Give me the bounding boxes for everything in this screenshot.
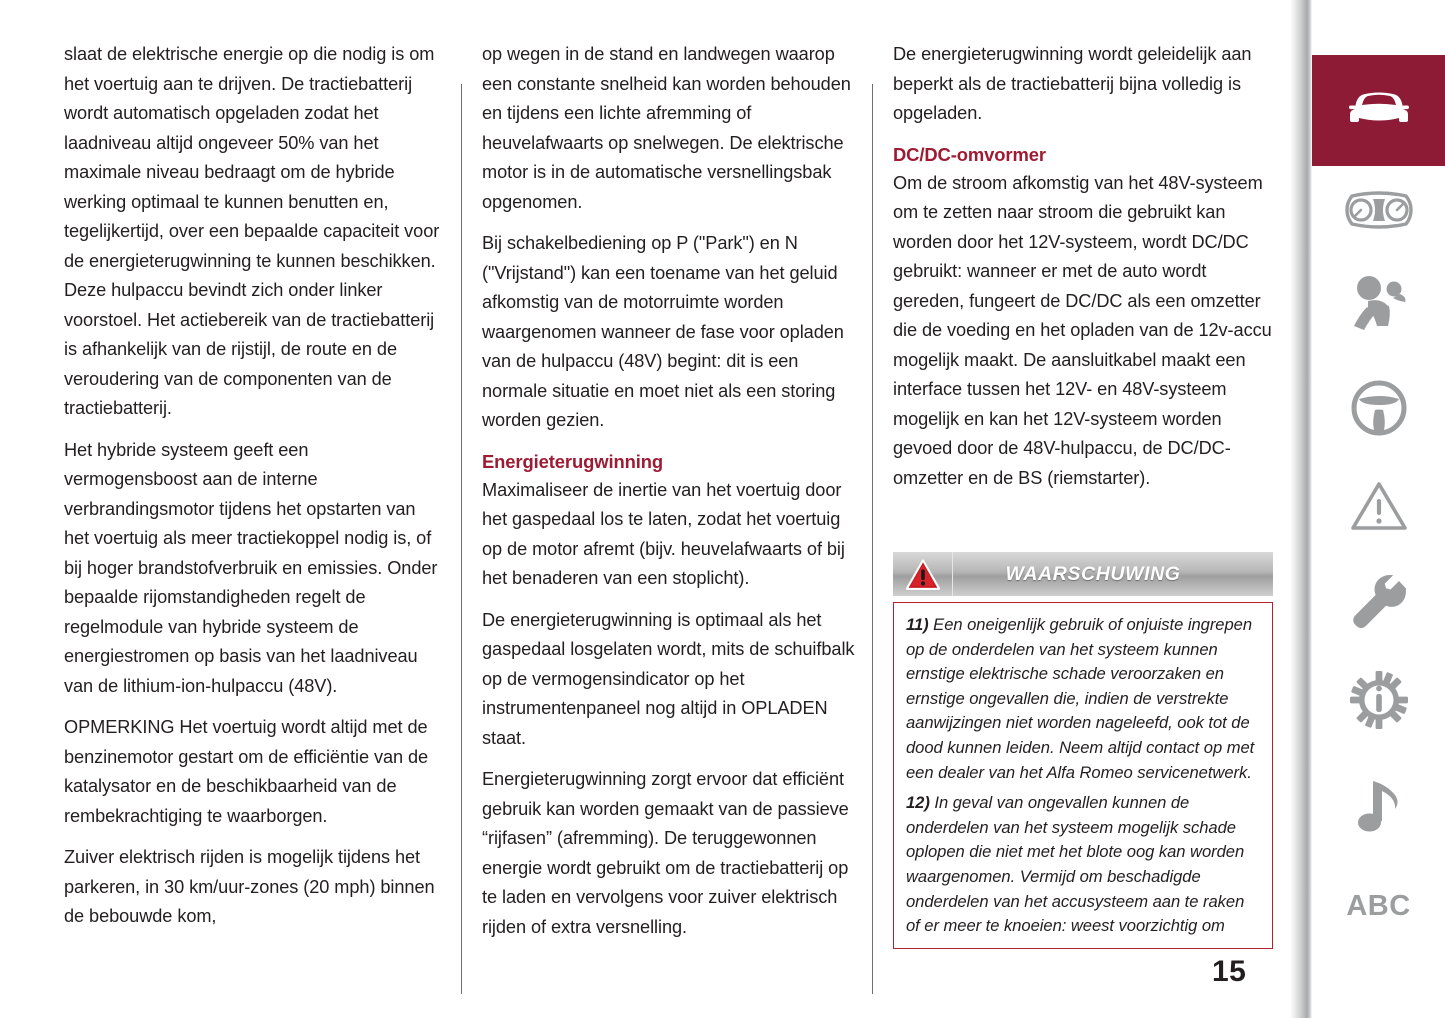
music-note-icon: [1355, 775, 1403, 833]
column-divider-1: [461, 84, 462, 994]
warning-note-number: 12): [906, 793, 930, 813]
sidebar-item-multimedia[interactable]: [1312, 764, 1445, 844]
page-number: 15: [1212, 955, 1247, 988]
warning-note: [906, 613, 1262, 785]
paragraph: Het hybride systeem geeft een vermogensboost aan de interne verbrandingsmotor tijdens het opstarten van het voertuig als meer tractiekoppel nodig is, of bij hoger brandstofverbruik en emissies. Onder bepaalde rijomstandigheden regelt de regelmodule van hybride systeem de energiestromen op basis van het laadniveau van de lithium-ion-hulpaccu (48V).: [64, 439, 438, 696]
warning-note-text: Een oneigenlijk gebruik of onjuiste ingrepen op de onderdelen van het systeem kunnen ernstige elektrische schade veroorzaken en ernstige ongevallen die, indien de verstrekte aanwijzingen niet worden nageleefd, ook tot de dood kunnen leiden. Neem altijd contact op met een dealer van het Alfa Romeo servicenetwerk.: [906, 615, 1255, 782]
paragraph: Energieterugwinning zorgt ervoor dat efficiënt gebruik kan worden gemaakt van de passieve “rijfasen” (afremming). De teruggewonnen energie wordt gebruikt om de tractiebatterij op te laden en vervolgens voor zuiver elektrisch rijden of extra versnelling.: [482, 769, 849, 937]
airbag-safety-icon: [1348, 274, 1410, 334]
warning-note-text: In geval van ongevallen kunnen de onderdelen van het systeem mogelijk schade oplopen die niet met het blote oog kan worden waargenomen. Vermijd om beschadigde onderdelen van het accusysteem aan te raken of er meer te knoeien: weest voorzichtig om: [906, 793, 1245, 936]
abc-index-icon: ABC: [1346, 889, 1411, 922]
paragraph: De energieterugwinning is optimaal als het gaspedaal losgelaten wordt, mits de schuifbalk op de vermogensindicator op het instrumentenpaneel nog altijd in OPLADEN staat.: [482, 609, 855, 748]
paragraph: De energieterugwinning wordt geleidelijk aan beperkt als de tractiebatterij bijna volledig is opgeladen.: [893, 44, 1252, 123]
wrench-icon: [1350, 574, 1408, 630]
gear-info-icon: [1350, 671, 1408, 729]
car-front-icon: [1347, 87, 1411, 134]
warning-note-number: 11): [906, 615, 929, 634]
sidebar-item-safety[interactable]: [1312, 264, 1445, 344]
warning-block: [893, 552, 1273, 949]
sidebar-item-warnings[interactable]: [1312, 466, 1445, 546]
warning-header: [893, 552, 1273, 596]
paragraph: Om de stroom afkomstig van het 48V-systeem om te zetten naar stroom die gebruikt kan worden door het 12V-systeem, wordt DC/DC gebruikt: wanneer er met de auto wordt gereden, fungeert de DC/DC als een omzetter die de voeding en het opladen van de 12v-accu mogelijk maakt. De aansluitkabel maakt een interface tussen het 12V- en 48V-systeem mogelijk en kan het 12V-systeem worden gevoed door de 48V-hulpaccu, de DC/DC-omzetter en de BS (riemstarter).: [893, 172, 1272, 488]
warning-title: WAARSCHUWING: [1005, 562, 1181, 585]
paragraph: OPMERKING Het voertuig wordt altijd met de benzinemotor gestart om de efficiëntie van de katalysator en de beschikbaarheid van de rembekrachtiging te waarborgen.: [64, 717, 429, 826]
text-column-1: [64, 40, 444, 970]
paragraph: slaat de elektrische energie op die nodig is om het voertuig aan te drijven. De tractiebatterij wordt automatisch opgeladen zodat het laadniveau altijd ongeveer 50% van het maximale niveau bedraagt om de hybride werking optimaal te kunnen benutten en, tegelijkertijd, over een bepaalde capaciteit voor de energieterugwinning te kunnen beschikken. Deze hulpaccu bevindt zich onder linker voorstoel. Het actiebereik van de tractiebatterij is afhankelijk van de rijstijl, de route en de veroudering van de componenten van de tractiebatterij.: [64, 44, 440, 418]
paragraph: Zuiver elektrisch rijden is mogelijk tijdens het parkeren, in 30 km/uur-zones (20 mph) binnen de bebouwde kom,: [64, 847, 435, 926]
column-divider-2: [872, 84, 873, 994]
warning-body: [893, 602, 1273, 949]
paragraph: Maximaliseer de inertie van het voertuig door het gaspedaal los te laten, zodat het voertuig op de motor afremt (bijv. heuvelafwaarts of bij het benaderen van een stoplicht).: [482, 479, 845, 588]
section-heading-energieterugwinning: Energieterugwinning: [482, 450, 663, 472]
steering-wheel-icon: [1350, 379, 1408, 437]
paragraph: op wegen in de stand en landwegen waarop een constante snelheid kan worden behouden en tijdens een lichte afremming of heuvelafwaarts op snelwegen. De elektrische motor is in de automatische versnellingsbak opgenomen.: [482, 44, 851, 212]
warning-note: [906, 791, 1262, 939]
sidebar-item-car-front[interactable]: [1312, 55, 1445, 166]
sidebar-item-maintenance[interactable]: [1312, 562, 1445, 642]
sidebar-item-index[interactable]: [1312, 866, 1445, 946]
sidebar-item-driving[interactable]: [1312, 368, 1445, 448]
warning-triangle-icon: [893, 552, 953, 596]
warning-triangle-icon: [1350, 480, 1408, 532]
sidebar-item-dashboard[interactable]: [1312, 170, 1445, 250]
section-heading-dcdc-omvormer: DC/DC-omvormer: [893, 143, 1046, 165]
dashboard-gauges-icon: [1344, 188, 1414, 232]
page-edge-shadow: [1290, 0, 1312, 1018]
text-column-2: [482, 40, 862, 970]
sidebar-item-technical-info[interactable]: [1312, 660, 1445, 740]
chapter-sidebar: [1290, 0, 1445, 1018]
paragraph: Bij schakelbediening op P ("Park") en N ("Vrijstand") kan een toename van het geluid afkomstig van de motorruimte worden waargenomen wanneer de fase voor opladen van de hulpaccu (48V) begint: dit is een normale situatie en moet niet als een storing worden gezien.: [482, 233, 844, 430]
